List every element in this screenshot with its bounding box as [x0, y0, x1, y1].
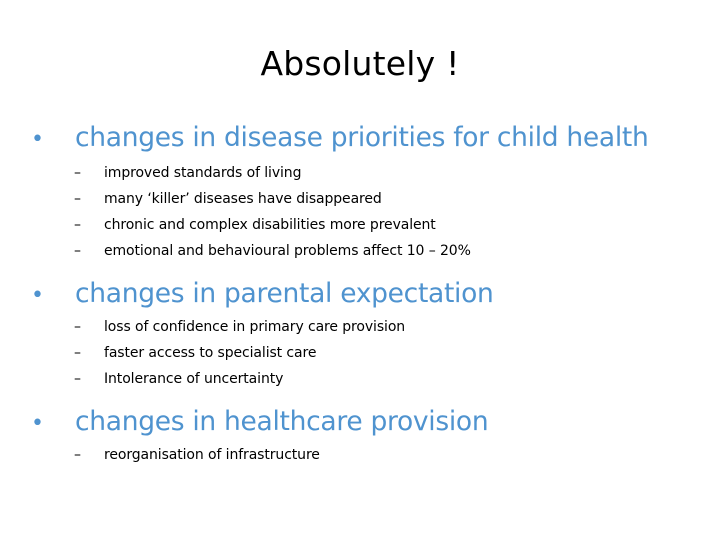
sub-item — [74, 165, 301, 181]
dash-marker: – — [74, 345, 81, 361]
dash-marker: – — [74, 217, 81, 233]
dash-marker: – — [74, 191, 81, 207]
bullet-marker: • — [31, 283, 44, 308]
dash-marker: – — [74, 243, 81, 259]
sub-item-text: faster access to specialist care — [104, 345, 317, 361]
sub-item-text: reorganisation of infrastructure — [104, 447, 320, 463]
bullet-healthcare-provision — [28, 406, 488, 437]
sub-item-text: chronic and complex disabilities more prevalent — [104, 217, 436, 233]
sub-item — [74, 447, 320, 463]
sub-item-text: loss of confidence in primary care provision — [104, 319, 406, 335]
bullet-marker: • — [31, 411, 44, 436]
sub-item — [74, 319, 405, 335]
bullet-disease-priorities — [28, 122, 649, 153]
sub-item — [74, 243, 471, 259]
sub-item-text: improved standards of living — [104, 165, 302, 181]
sub-item-text: many ‘killer’ diseases have disappeared — [104, 191, 382, 207]
dash-marker: – — [74, 319, 81, 335]
dash-marker: – — [74, 371, 81, 387]
slide-title: Absolutely ! — [260, 44, 460, 83]
dash-marker: – — [74, 165, 81, 181]
dash-marker: – — [74, 447, 81, 463]
sub-item — [74, 191, 382, 207]
bullet-heading: changes in healthcare provision — [75, 406, 489, 437]
sub-item — [74, 217, 436, 233]
bullet-marker: • — [31, 127, 44, 152]
sub-item — [74, 371, 283, 387]
bullet-parental-expectation — [28, 278, 494, 309]
sub-item-text: emotional and behavioural problems affect 10 – 20% — [104, 243, 471, 259]
bullet-heading: changes in parental expectation — [75, 278, 494, 309]
bullet-heading: changes in disease priorities for child health — [75, 122, 649, 153]
sub-item-text: Intolerance of uncertainty — [104, 371, 284, 387]
sub-item — [74, 345, 316, 361]
